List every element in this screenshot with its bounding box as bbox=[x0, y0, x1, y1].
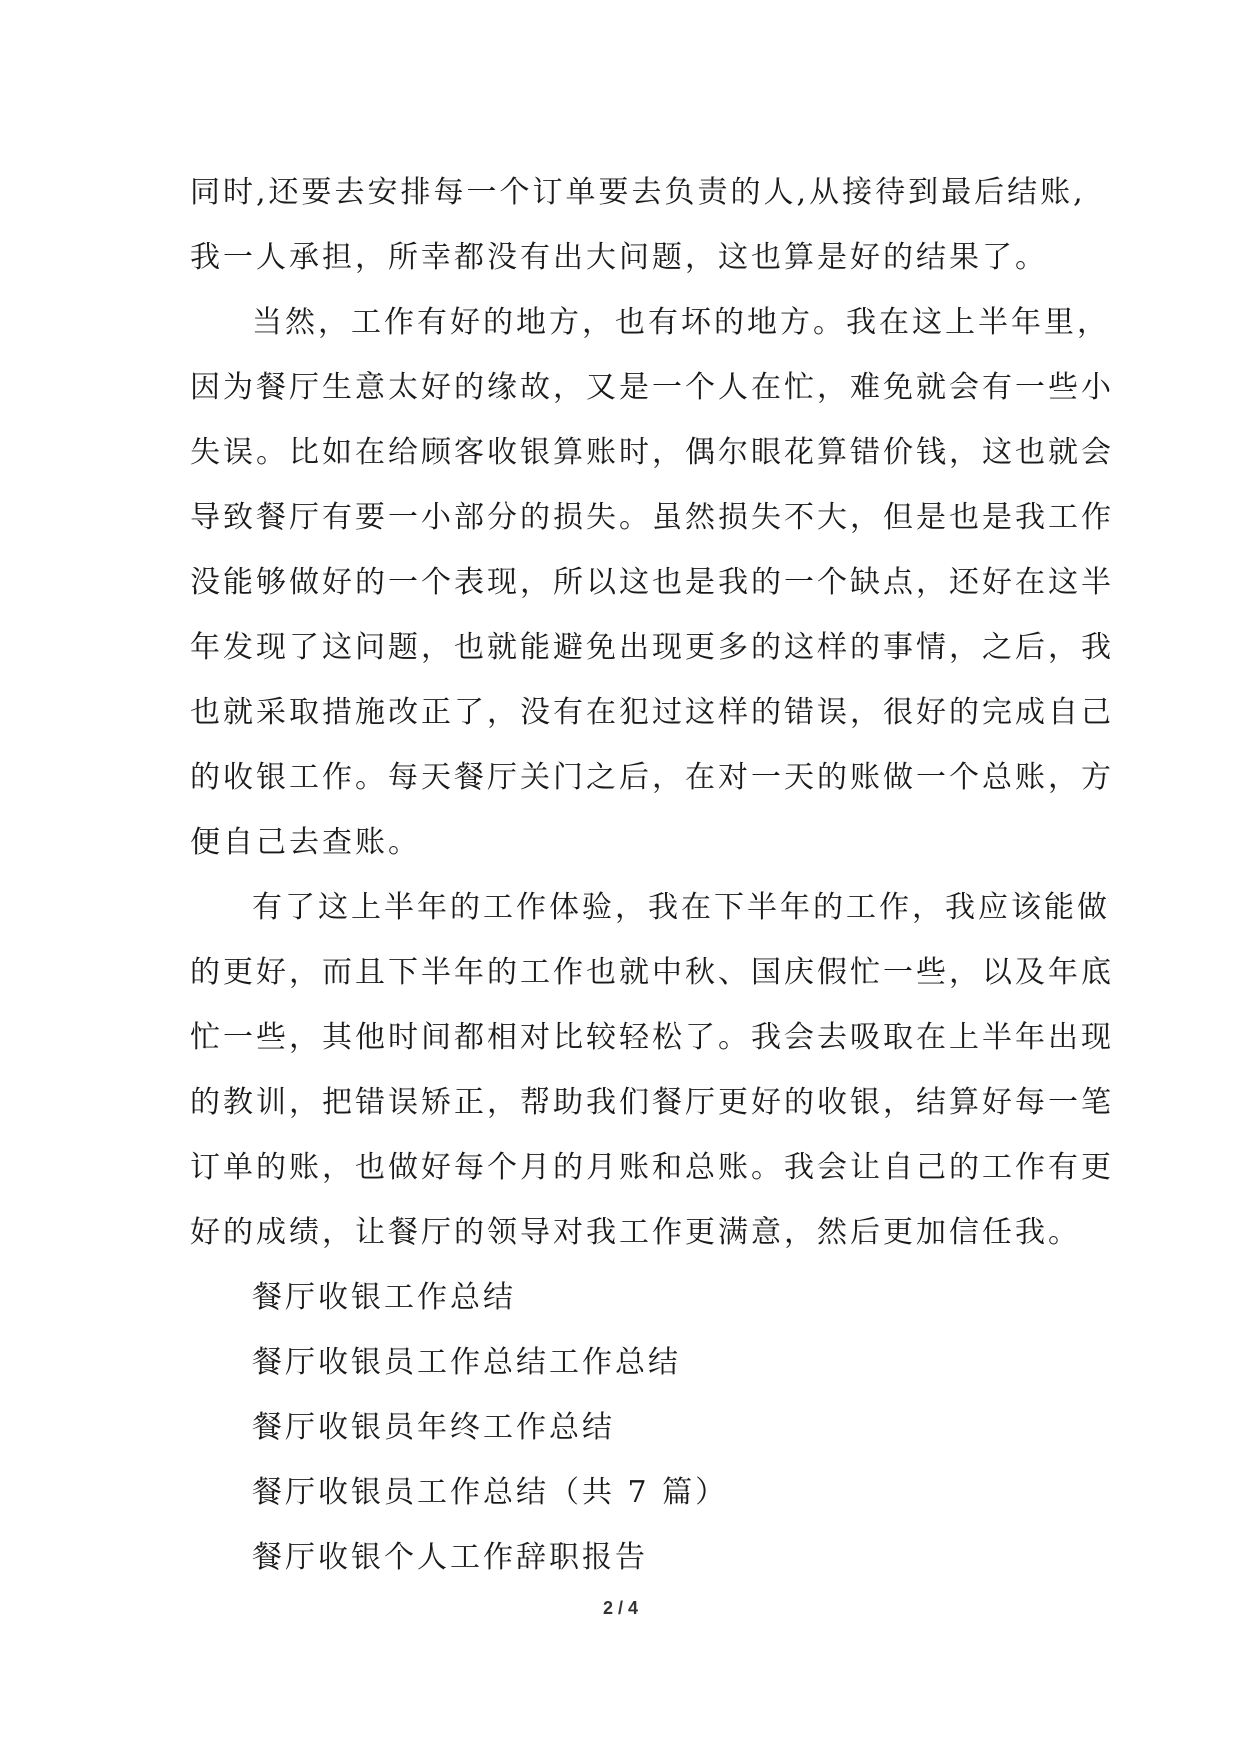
text-line: 的收银工作。每天餐厅关门之后，在对一天的账做一个总账，方 bbox=[190, 760, 1114, 795]
text-line: 也就采取措施改正了，没有在犯过这样的错误，很好的完成自己 bbox=[190, 695, 1114, 730]
related-title: 餐厅收银工作总结 bbox=[252, 1280, 516, 1315]
related-title: 餐厅收银员工作总结（共 7 篇） bbox=[252, 1475, 729, 1510]
text-line: 的教训，把错误矫正，帮助我们餐厅更好的收银，结算好每一笔 bbox=[190, 1085, 1114, 1120]
text-line: 订单的账，也做好每个月的月账和总账。我会让自己的工作有更 bbox=[190, 1150, 1114, 1185]
related-title: 餐厅收银员年终工作总结 bbox=[252, 1410, 615, 1445]
paragraph-2 bbox=[190, 290, 1114, 875]
text-line: 年发现了这问题，也就能避免出现更多的这样的事情，之后，我 bbox=[190, 630, 1114, 665]
text-line: 失误。比如在给顾客收银算账时，偶尔眼花算错价钱，这也就会 bbox=[190, 435, 1114, 470]
related-titles-list bbox=[190, 1265, 1070, 1590]
text-line: 没能够做好的一个表现，所以这也是我的一个缺点，还好在这半 bbox=[190, 565, 1114, 600]
text-line: 我一人承担，所幸都没有出大问题，这也算是好的结果了。 bbox=[190, 240, 1048, 275]
text-line: 当然，工作有好的地方，也有坏的地方。我在这上半年里， bbox=[252, 305, 1110, 340]
related-title: 餐厅收银个人工作辞职报告 bbox=[252, 1540, 648, 1575]
text-line: 有了这上半年的工作体验，我在下半年的工作，我应该能做 bbox=[252, 890, 1110, 925]
text-line: 因为餐厅生意太好的缘故，又是一个人在忙，难免就会有一些小 bbox=[190, 370, 1114, 405]
document-body bbox=[190, 160, 1114, 1590]
text-line: 好的成绩，让餐厅的领导对我工作更满意，然后更加信任我。 bbox=[190, 1215, 1081, 1250]
page-number: 2 / 4 bbox=[602, 1598, 639, 1618]
text-line: 的更好，而且下半年的工作也就中秋、国庆假忙一些，以及年底 bbox=[190, 955, 1114, 990]
related-title: 餐厅收银员工作总结工作总结 bbox=[252, 1345, 681, 1380]
text-line: 便自己去查账。 bbox=[190, 825, 421, 860]
text-line: 忙一些，其他时间都相对比较轻松了。我会去吸取在上半年出现 bbox=[190, 1020, 1114, 1055]
paragraph-1 bbox=[190, 160, 1086, 290]
text-line: 导致餐厅有要一小部分的损失。虽然损失不大，但是也是我工作 bbox=[190, 500, 1114, 535]
paragraph-3 bbox=[190, 875, 1114, 1265]
text-line: 同时,还要去安排每一个订单要去负责的人,从接待到最后结账, bbox=[190, 175, 1086, 210]
